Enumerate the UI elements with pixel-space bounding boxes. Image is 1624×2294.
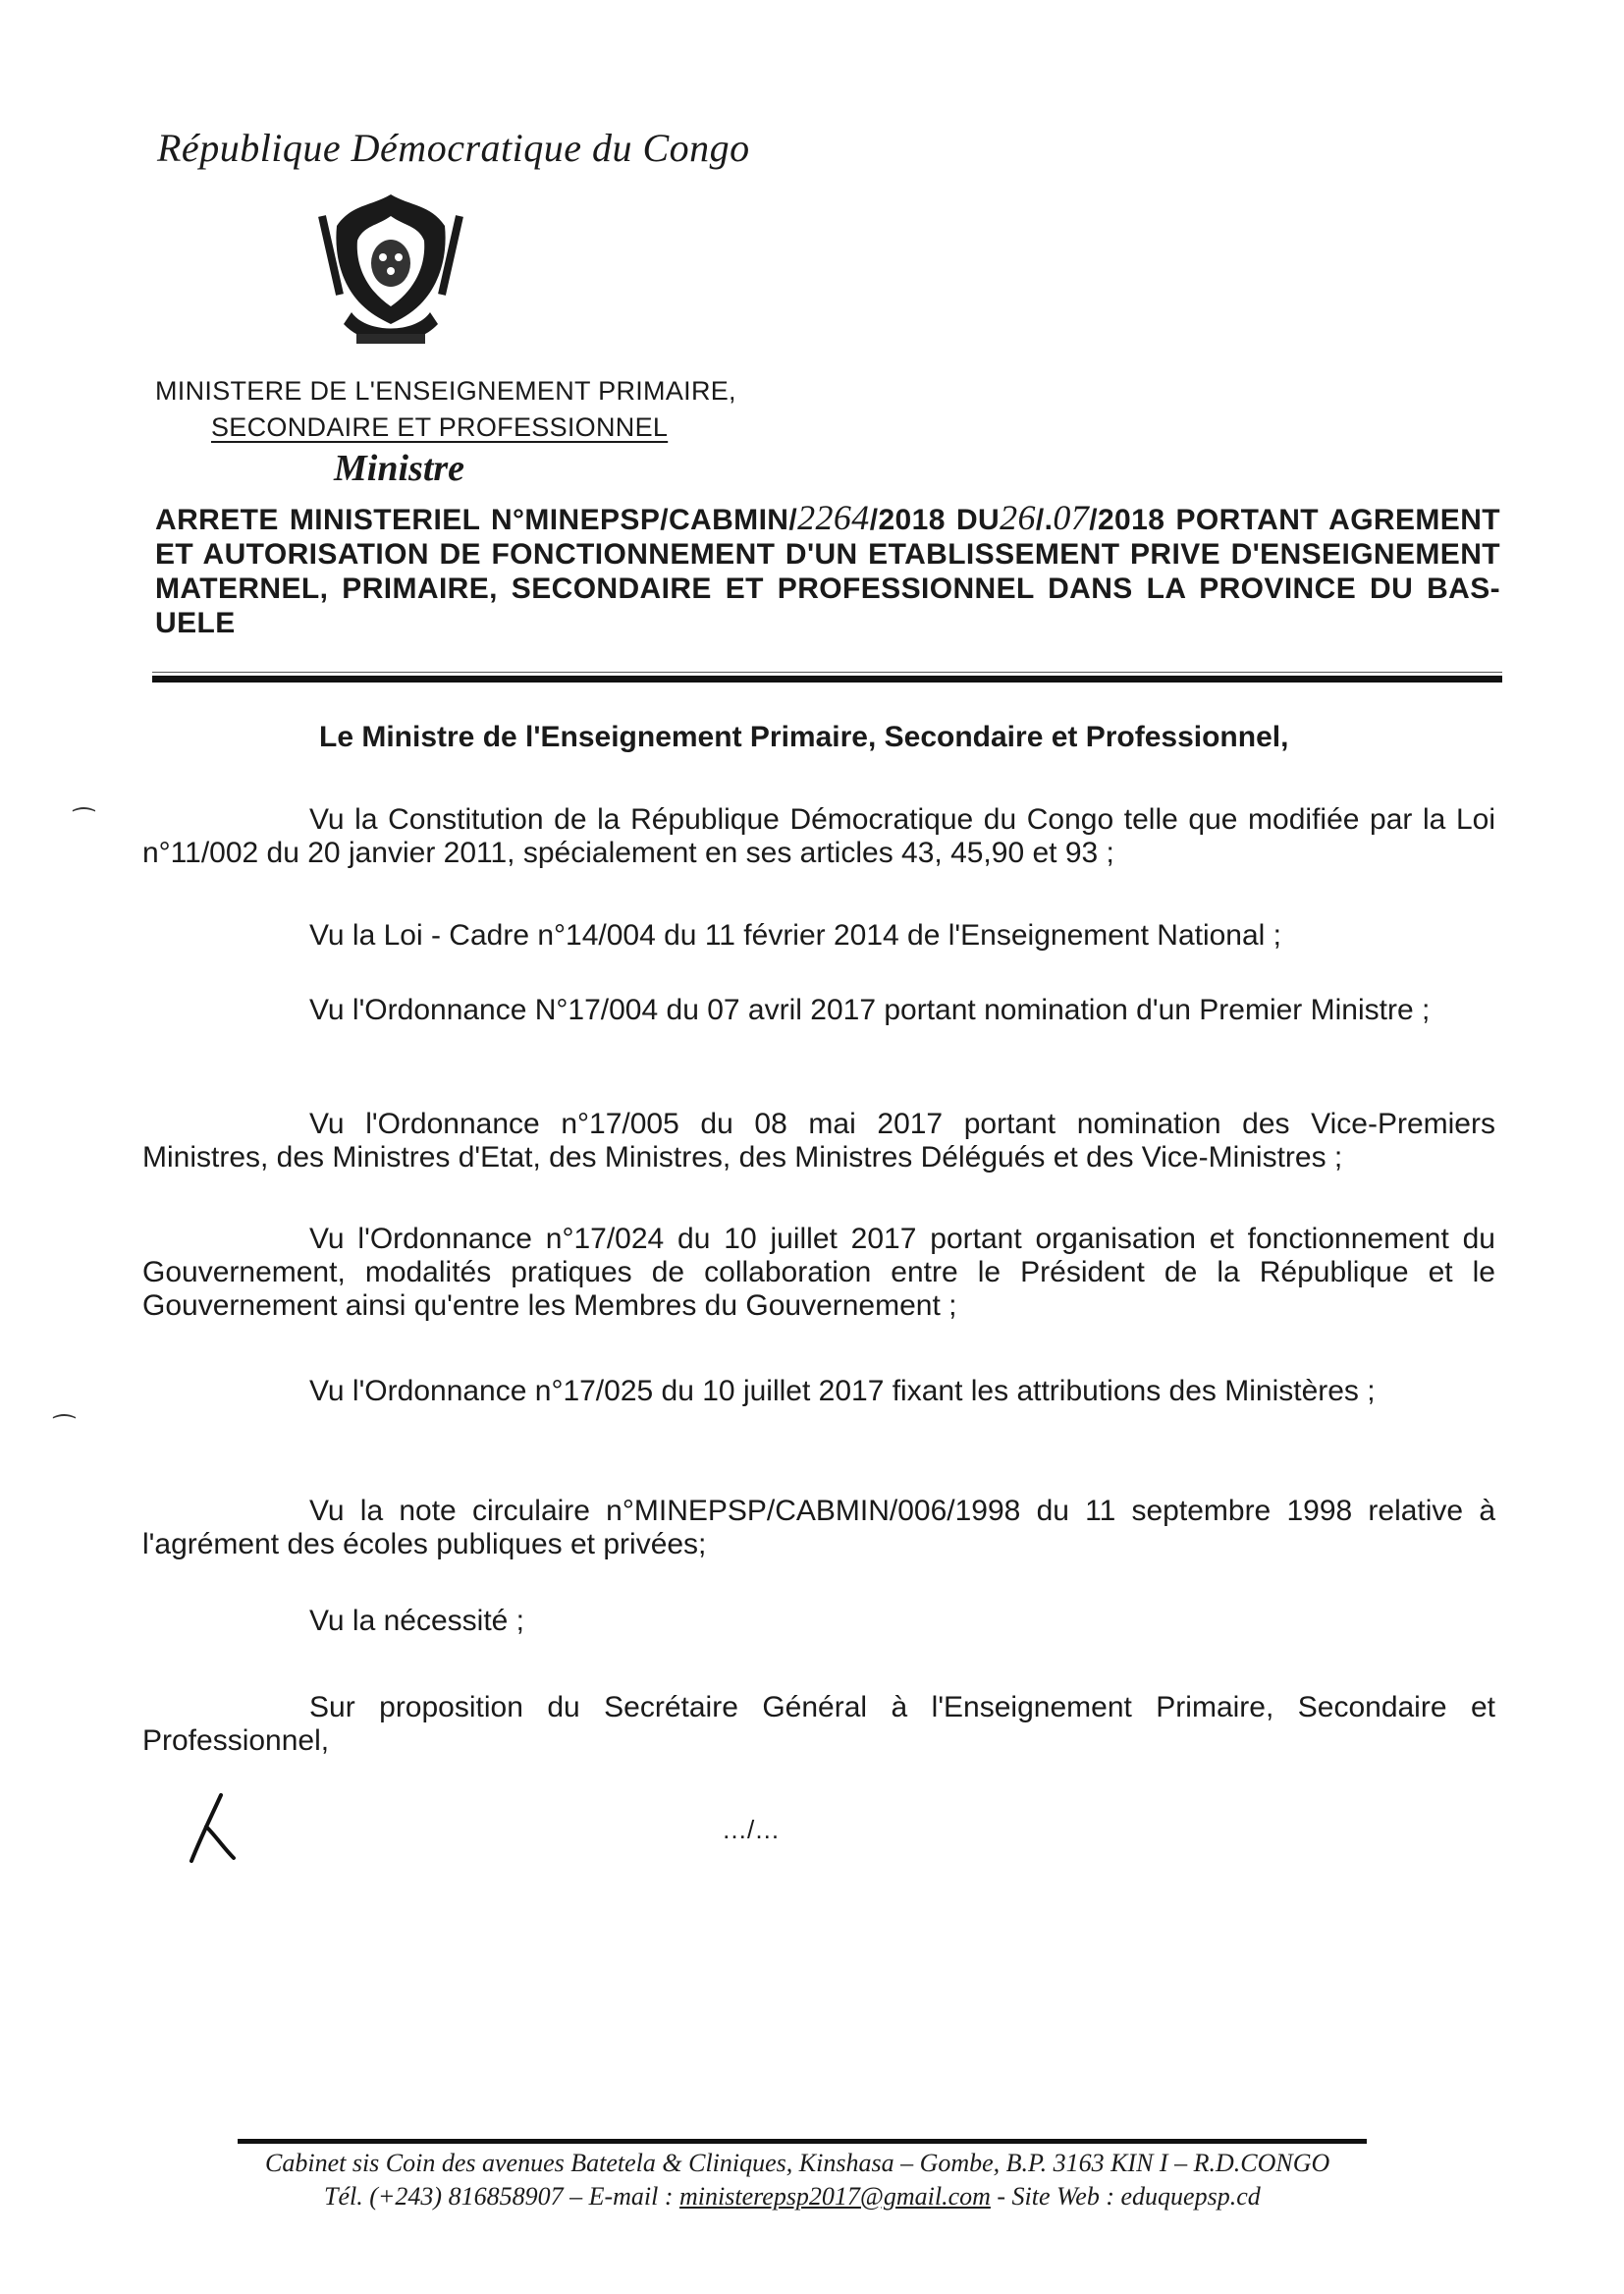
- title-prefix: ARRETE MINISTERIEL N°MINEPSP/CABMIN/: [155, 504, 798, 536]
- title-rest-first-line: /2018 PORTANT: [1089, 504, 1320, 536]
- footer-contact: [324, 2182, 1261, 2212]
- recital-paragraph: Vu la note circulaire n°MINEPSP/CABMIN/006/1998 du 11 septembre 1998 relative à l'agrément des écoles publiques et privées;: [142, 1495, 1495, 1560]
- title-divider: [152, 676, 1502, 683]
- margin-mark: ⁀: [54, 1414, 75, 1444]
- title-year-du: /2018 DU: [869, 504, 1001, 536]
- margin-mark: ⁀: [74, 807, 94, 837]
- coat-of-arms-emblem: [312, 187, 469, 363]
- recital-paragraph: Vu la nécessité ;: [309, 1605, 525, 1637]
- footer-site-label: - Site Web :: [990, 2182, 1121, 2211]
- recital-paragraph: Vu l'Ordonnance n°17/025 du 10 juillet 2017 fixant les attributions des Ministères ;: [309, 1375, 1376, 1407]
- country-header: République Démocratique du Congo: [157, 126, 750, 170]
- ministry-name-line-2: SECONDAIRE ET PROFESSIONNEL: [211, 412, 669, 442]
- recital-paragraph: Vu l'Ordonnance N°17/004 du 07 avril 2017 portant nomination d'un Premier Ministre ;: [309, 994, 1431, 1026]
- recital-paragraph: Vu l'Ordonnance n°17/024 du 10 juillet 2017 portant organisation et fonctionnement du Gouvernement, modalités pratiques de collaboration entre le Président de la République et le Gouvernement ainsi qu'entre les Membres du Gouvernement ;: [142, 1223, 1495, 1322]
- recital-paragraph: Vu la Loi - Cadre n°14/004 du 11 février 2014 de l'Enseignement National ;: [309, 919, 1282, 952]
- footer-email-link[interactable]: ministerepsp2017@gmail.com: [679, 2182, 991, 2211]
- footer-address: Cabinet sis Coin des avenues Batetela & Cliniques, Kinshasa – Gombe, B.P. 3163 KIN I – R.D.CONGO: [265, 2149, 1330, 2177]
- footer-phone: Tél. (+243) 816858907 – E-mail :: [324, 2182, 680, 2211]
- subject-line: Le Ministre de l'Enseignement Primaire, Secondaire et Professionnel,: [319, 721, 1289, 753]
- title-divider-thin: [152, 672, 1502, 673]
- footer-website-link[interactable]: eduquepsp.cd: [1120, 2182, 1261, 2211]
- page-continuation-mark: …/…: [722, 1815, 781, 1844]
- footer-divider: [238, 2139, 1367, 2144]
- decree-title: ARRETE MINISTERIEL N°MINEPSP/CABMIN/2264/2018 DU26/.07/2018 PORTANT AGREMENT ET AUTORISATION DE FONCTIONNEMENT D'UN ETABLISSEMENT PRIVE D'ENSEIGNEMENT MATERNEL, PRIMAIRE, SECONDAIRE ET PROFESSIONNEL DANS LA PROVINCE DU BAS-UELE: [155, 498, 1500, 639]
- ministry-name-line-1: MINISTERE DE L'ENSEIGNEMENT PRIMAIRE,: [155, 376, 736, 406]
- initials-signature: [177, 1787, 245, 1866]
- recital-paragraph: Vu l'Ordonnance n°17/005 du 08 mai 2017 portant nomination des Vice-Premiers Ministres, des Ministres d'Etat, des Ministres, des Ministres Délégués et des Vice-Ministres ;: [142, 1108, 1495, 1174]
- recital-paragraph: Sur proposition du Secrétaire Général à l'Enseignement Primaire, Secondaire et Professionnel,: [142, 1691, 1495, 1757]
- ministre-label: Ministre: [334, 448, 465, 489]
- handwritten-day: 26: [1000, 498, 1036, 537]
- title-body: AGREMENT ET AUTORISATION DE FONCTIONNEMENT D'UN ETABLISSEMENT PRIVE D'ENSEIGNEMENT MATERNEL, PRIMAIRE, SECONDAIRE ET PROFESSIONNEL DANS LA PROVINCE DU BAS-UELE: [155, 504, 1500, 639]
- handwritten-number: 2264: [797, 498, 870, 537]
- recital-paragraph: Vu la Constitution de la République Démocratique du Congo telle que modifiée par la Loi n°11/002 du 20 janvier 2011, spécialement en ses articles 43, 45,90 et 93 ;: [142, 803, 1495, 869]
- handwritten-month: 07: [1053, 498, 1090, 537]
